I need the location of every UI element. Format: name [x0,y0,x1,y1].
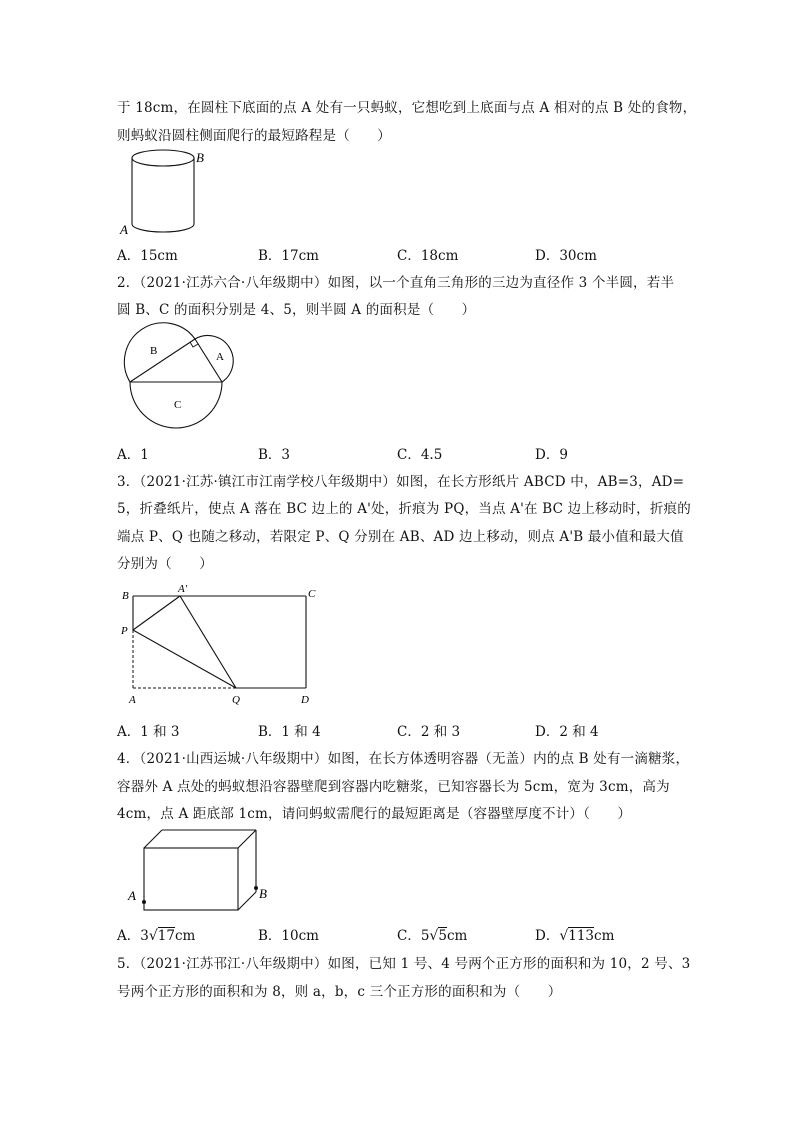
q2-label-b: B [150,345,158,357]
q4-option-c[interactable] [397,924,467,944]
q4-option-a-prefix: A．3 [117,928,149,944]
q4-option-a-radicand: 17 [157,928,175,944]
q2-option-a[interactable]: A．1 [117,447,149,463]
q4-label-a: A [128,888,136,903]
q3-label-p: P [121,625,128,637]
sqrt-icon: √ [559,928,569,944]
q2-text-line-2: 圆 B、C 的面积分别是 4、5，则半圆 A 的面积是（ ） [117,302,476,318]
q3-label-d: D [301,694,309,706]
q4-option-c-suffix: cm [446,928,468,944]
q3-label-q: Q [232,694,240,706]
q2-label-c: C [174,399,182,411]
q4-option-d-radicand: 113 [568,928,595,944]
q4-option-d-prefix: D． [535,928,560,944]
q4-option-a[interactable] [117,924,195,944]
q1-option-c[interactable]: C．18cm [397,248,459,264]
q4-option-d[interactable] [535,924,614,944]
q4-label-b: B [259,886,267,901]
q5-text-line-2: 号两个正方形的面积和为 8，则 a，b，c 三个正方形的面积和为（ ） [117,984,562,1000]
q1-label-a: A [120,222,128,236]
q4-option-b-prefix: B．10cm [258,928,319,944]
q2-option-d[interactable]: D．9 [535,447,568,463]
q1-text-line-1: 于 18cm，在圆柱下底面的点 A 处有一只蚂蚁，它想吃到上底面与点 A 相对的点 B 处的食物， [117,100,697,116]
q3-text-line-4: 分别为（ ） [117,556,213,572]
q2-semicircles-figure [118,320,258,435]
q1-option-a[interactable]: A．15cm [117,248,178,264]
q4-option-c-prefix: C．5 [397,928,430,944]
sqrt-icon: √ [429,928,439,944]
q2-label-a: A [216,351,224,363]
q3-option-a[interactable]: A．1 和 3 [117,724,180,740]
q3-option-d[interactable]: D．2 和 4 [535,724,599,740]
q3-rectangle-figure [118,582,323,708]
q1-text-line-2: 则蚂蚁沿圆柱侧面爬行的最短路程是（ ） [117,128,391,144]
q4-option-c-radicand: 5 [438,928,447,944]
q1-cylinder-figure [118,142,208,236]
q1-option-d[interactable]: D．30cm [535,248,597,264]
q4-text-line-2: 容器外 A 点处的蚂蚁想沿容器壁爬到容器内吃糖浆，已知容器长为 5cm，宽为 3cm，高为 [117,779,670,795]
q3-label-c: C [308,588,316,600]
q3-text-line-1: 3．（2021·江苏·镇江市江南学校八年级期中）如图，在长方形纸片 ABCD 中，AB=3，AD= [117,474,685,490]
q3-text-line-3: 端点 P、Q 也随之移动，若限定 P、Q 分别在 AB、AD 边上移动，则点 A'B 最小值和最大值 [117,529,684,545]
q2-text-line-1: 2．（2021·江苏六合·八年级期中）如图，以一个直角三角形的三边为直径作 3 个半圆，若半 [117,275,675,291]
q3-text-line-2: 5，折叠纸片，使点 A 落在 BC 边上的 A'处，折痕为 PQ，当点 A'在 BC 边上移动时，折痕的 [117,501,691,517]
q3-label-a: A [129,694,136,706]
q1-option-b[interactable]: B．17cm [258,248,319,264]
q5-text-line-1: 5．（2021·江苏邗江·八年级期中）如图，已知 1 号、4 号两个正方形的面积和为 10，2 号、3 [117,956,691,972]
q4-option-d-suffix: cm [594,928,615,944]
q3-label-aprime: A' [178,583,188,595]
q4-text-line-1: 4．（2021·山西运城·八年级期中）如图，在长方体透明容器（无盖）内的点 B 处有一滴糖浆， [117,751,690,767]
q4-box-figure [122,826,272,914]
q2-option-b[interactable]: B．3 [258,447,291,463]
q4-text-line-3: 4cm，点 A 距底部 1cm，请问蚂蚁需爬行的最短距离是（容器壁厚度不计）（ ） [117,806,632,822]
q2-option-c[interactable]: C．4.5 [397,447,443,463]
q4-option-a-suffix: cm [174,928,196,944]
q3-option-c[interactable]: C．2 和 3 [397,724,461,740]
q1-label-b: B [196,150,204,165]
sqrt-icon: √ [148,928,158,944]
q3-option-b[interactable]: B．1 和 4 [258,724,321,740]
q4-option-b[interactable] [258,924,319,944]
q3-label-b: B [122,590,129,602]
